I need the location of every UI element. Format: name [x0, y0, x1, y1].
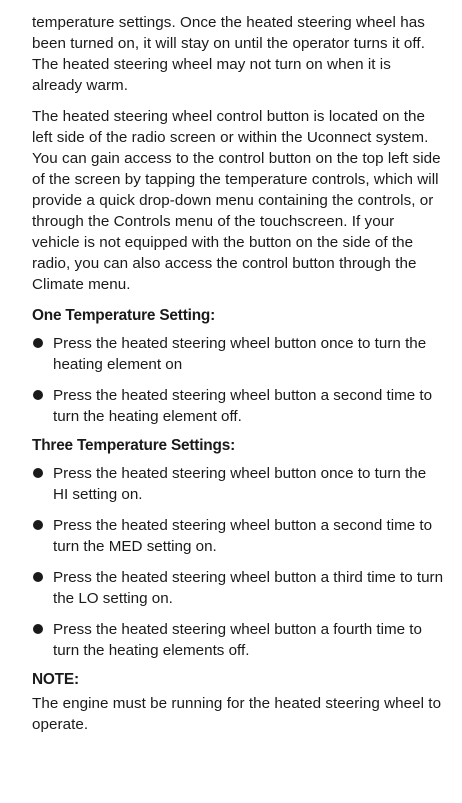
- bullet-icon: [33, 338, 43, 348]
- list-item: [32, 385, 444, 427]
- bullet-icon: [33, 520, 43, 530]
- list-item: [32, 567, 444, 609]
- list-item: [32, 619, 444, 661]
- manual-page: [32, 12, 444, 745]
- paragraph-temperature-settings: temperature settings. Once the heated steering wheel has been turned on, it will stay on until the operator turns it off. The heated steering wheel may not turn on when it is already warm.: [32, 14, 425, 94]
- one-temperature-list: [32, 333, 444, 427]
- list-item-text: Press the heated steering wheel button a fourth time to turn the heating elements off.: [53, 621, 422, 659]
- list-item-text: Press the heated steering wheel button a third time to turn the LO setting on.: [53, 569, 444, 607]
- list-item: [32, 515, 444, 557]
- list-item-text: Press the heated steering wheel button once to turn the heating element on: [53, 335, 427, 373]
- note-heading: NOTE:: [32, 671, 79, 688]
- paragraph-control-button-location: The heated steering wheel control button is located on the left side of the radio screen or within the Uconnect system. You can gain access to the control button on the top left side of the screen by tapping the temperature controls, which will provide a quick drop-down menu containing the controls, or through the Controls menu of the touchscreen. If your vehicle is not equipped with the button on the side of the radio, you can also access the control button through the Climate menu.: [32, 108, 441, 293]
- list-item: [32, 333, 444, 375]
- bullet-icon: [33, 624, 43, 634]
- list-item: [32, 463, 444, 505]
- note-text: The engine must be running for the heated steering wheel to operate.: [32, 695, 442, 733]
- list-item-text: Press the heated steering wheel button once to turn the HI setting on.: [53, 465, 427, 503]
- bullet-icon: [33, 572, 43, 582]
- three-temperature-list: [32, 463, 444, 661]
- one-temperature-heading: One Temperature Setting:: [32, 307, 216, 324]
- list-item-text: Press the heated steering wheel button a second time to turn the heating element off.: [53, 387, 433, 425]
- bullet-icon: [33, 468, 43, 478]
- list-item-text: Press the heated steering wheel button a second time to turn the MED setting on.: [53, 517, 433, 555]
- three-temperature-heading: Three Temperature Settings:: [32, 437, 235, 454]
- bullet-icon: [33, 390, 43, 400]
